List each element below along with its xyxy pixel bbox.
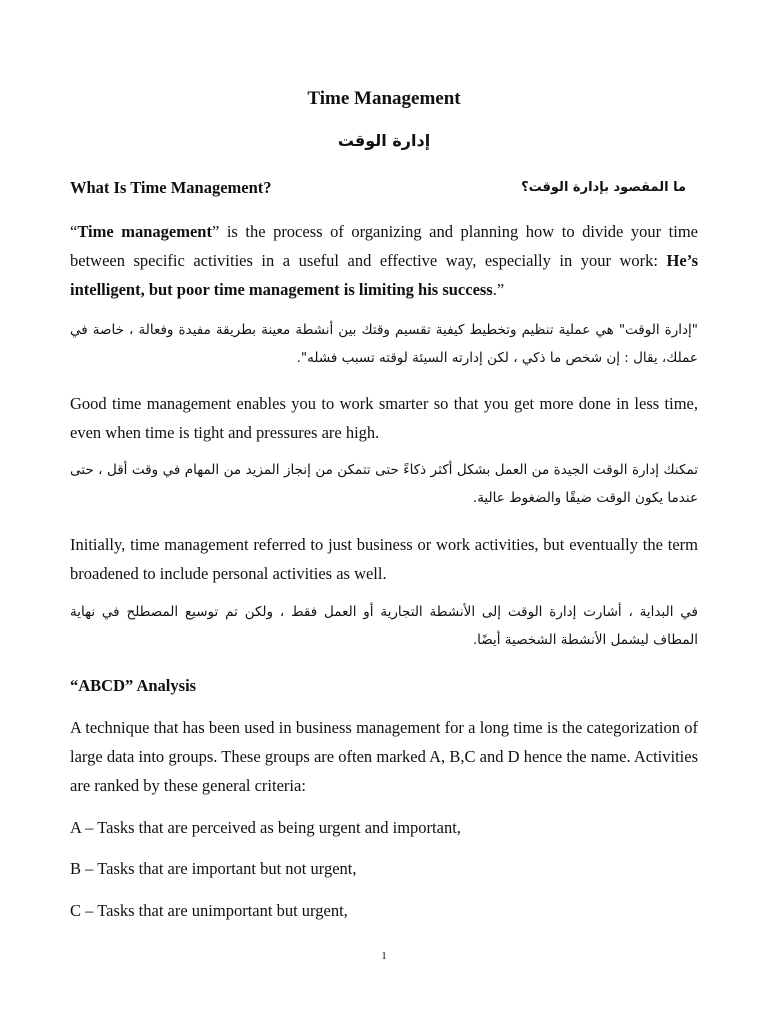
list-item-b: B – Tasks that are important but not urgent, [70,859,357,878]
paragraph-technique: A technique that has been used in business management for a long time is the categorization of large data into groups. These groups are often marked A, B,C and D hence the name. Activities are ranked by these general criteria: [70,718,698,795]
question-arabic: ما المقصود بإدارة الوقت؟ [521,180,686,195]
question-english: What Is Time Management? [70,178,272,197]
page-title-arabic: إدارة الوقت [337,131,431,150]
paragraph-good-time-management: Good time management enables you to work smarter so that you get more done in less time, even when time is tight and pressures are high. [70,394,698,442]
definition-text: ” is the process of organizing and planning how to divide your time between specific activities in a useful and effective way, especially in your work: [70,222,699,270]
term-bold: Time management [77,222,212,241]
paragraph-definition-arabic: "إدارة الوقت" هي عملية تنظيم وتخطيط كيفية تقسيم وقتك بين أنشطة معينة بطريقة مفيدة وفعالة ، خاصة في عملك، يقال : إن شخص ما ذكي ، لكن إدارته السيئة لوقته تسبب فشله". [70,322,698,366]
paragraph-definition [70,217,698,304]
page-number: 1 [381,950,387,962]
paragraph-good-time-management-arabic: تمكنك إدارة الوقت الجيدة من العمل بشكل أكثر ذكاءً حتى تتمكن من إنجاز المزيد من المهام في وقت أقل ، حتى عندما يكون الوقت ضيقًا والضغوط عالية. [70,462,698,506]
quote-bold: He’s intelligent, but poor time management is limiting his success [70,251,698,299]
page-title: Time Management [307,88,461,109]
abcd-heading: “ABCD” Analysis [70,676,197,695]
list-item-c: C – Tasks that are unimportant but urgent, [70,901,348,920]
paragraph-initially: Initially, time management referred to just business or work activities, but eventually the term broadened to include personal activities as well. [70,535,698,583]
question-row [70,178,698,202]
definition-ending: .” [492,280,505,299]
open-quote: “ [70,222,78,241]
paragraph-initially-arabic: في البداية ، أشارت إدارة الوقت إلى الأنشطة التجارية أو العمل فقط ، ولكن تم توسيع المصطلح في نهاية المطاف ليشمل الأنشطة الشخصية أيضًا. [70,604,698,648]
list-item-a: A – Tasks that are perceived as being urgent and important, [70,818,461,837]
